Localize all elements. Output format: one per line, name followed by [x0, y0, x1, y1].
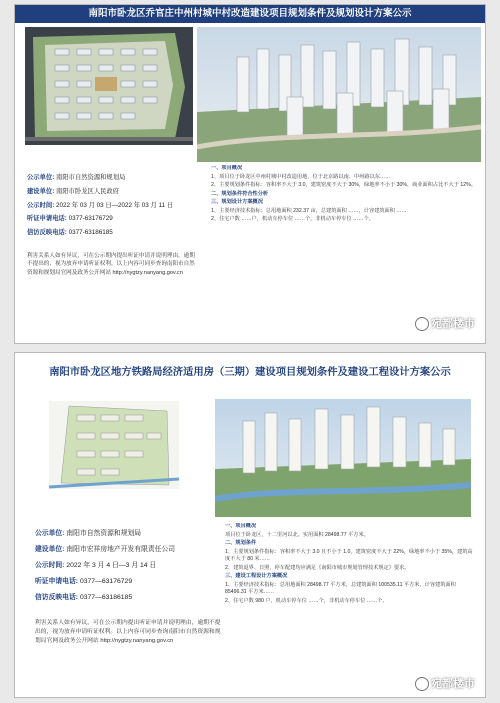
board2-letter-phone-label: 信访反映电话: — [35, 593, 79, 601]
board1-letter-phone-label: 信访反映电话: — [27, 229, 67, 236]
board2-publicity-unit: 南阳市自然资源和规划局 — [66, 530, 142, 537]
board1-param-line: 2、住宅户数 ……户，机动车停车位 ……个，非机动车停车位 ……个。 — [211, 216, 374, 223]
watermark-text: 宛都楼市 — [431, 318, 475, 330]
board2-builder-label: 建设单位: — [35, 545, 65, 553]
board2-param-line: 一、项目概况 — [225, 523, 257, 529]
wechat-logo-icon — [415, 677, 429, 691]
board2-info-block — [35, 529, 225, 645]
board2-letter-phone: 0377—63186185 — [79, 593, 133, 601]
board2-hearing-phone-label: 听证申请电话: — [35, 577, 79, 585]
board1-builder-label: 建设单位: — [27, 187, 55, 195]
board2-param-line: 项目位于卧龙区，十二里河以北。实用面积 28498.77 平方米。 — [225, 531, 369, 538]
board1-param-line: 三、规划设计方案概况 — [211, 199, 263, 206]
wechat-logo-icon — [415, 317, 429, 331]
board2-site-plan — [49, 401, 179, 489]
board2-watermark — [415, 675, 475, 691]
board1-letter-phone: 0377-63186185 — [68, 229, 113, 236]
board2-param-line: 三、建设工程设计方案概况 — [225, 573, 288, 580]
board2-period-label: 公示时间: — [35, 561, 65, 569]
notice-board-1 — [14, 4, 486, 344]
board1-period-label: 公示时间: — [27, 201, 55, 209]
board2-param-line: 2、建筑退界、日照、停车配建均应满足《南阳市城市规划管理技术规定》要求。 — [225, 564, 410, 571]
board1-param-line: 1、主要经济技术指标：总用地面积 232.37 亩，总建筑面积 ……，计容建筑面积 …… — [211, 207, 407, 214]
board1-title: 南阳市卧龙区乔官庄中州村城中村改造建设项目规划条件及规划设计方案公示 — [15, 5, 485, 23]
board1-builder: 南阳市卧龙区人民政府 — [56, 187, 120, 195]
watermark-text: 宛都楼市 — [431, 678, 475, 690]
board2-title: 南阳市卧龙区地方铁路局经济适用房（三期）建设项目规划条件及建设工程设计方案公示 — [15, 353, 485, 393]
board1-watermark — [415, 315, 475, 331]
board2-param-line: 1、主要规划条件指标：容积率不大于 3.0 且不小于 1.0，建筑密度不大于 22%，绿地率不小于 35%，建筑高度不大于 80 米…… — [225, 548, 473, 563]
board1-period: 2022 年 03 月 03 日—2022 年 03 月 11 日 — [56, 201, 174, 209]
board1-param-line: 一、项目概况 — [211, 165, 243, 171]
board2-period: 2022 年 3 月 4 日—3 月 14 日 — [66, 561, 157, 569]
board1-param-line: 2、主要规划条件指标：容积率不大于 3.0，建筑密度不大于 30%，绿地率不小于 30%，商业面积占比不大于 12%。 — [211, 182, 476, 189]
board2-hearing-phone: 0377—63176729 — [79, 577, 133, 585]
board1-publicity-unit: 南阳市自然资源和规划局 — [56, 174, 126, 181]
board1-hearing-phone: 0377-63176729 — [68, 215, 113, 223]
board2-param-line: 1、主要经济技术指标：总用地面积 28498.77 平方米，总建筑面积 100535.11 平方米，计容建筑面积 85496.31 平方米…… — [225, 581, 456, 596]
board2-params — [225, 523, 475, 689]
board2-builder: 南阳市宏祥房地产开发有限责任公司 — [66, 545, 176, 553]
board2-param-line: 二、规划条件 — [225, 540, 257, 547]
notice-board-2 — [14, 352, 486, 698]
board2-aerial-rendering — [215, 399, 471, 517]
board1-publicity-unit-label: 公示单位: — [27, 174, 55, 181]
board1-param-line: 二、规划条件符合性分析 — [211, 190, 269, 197]
board1-site-plan — [25, 27, 193, 145]
board2-publicity-unit-label: 公示单位: — [35, 530, 65, 537]
board1-aerial-rendering — [197, 27, 481, 162]
board1-hearing-phone-label: 听证申请电话: — [27, 215, 67, 223]
board1-info-block — [27, 173, 197, 277]
board2-note: 利害关系人如有异议，可在公示期内提出听证申请并说明理由，逾期不提出的，视为放弃申请听证权利。以上内容可同步查询南阳市自然资源和规划局官网及政务公开网站 http://nygtzy.nanyang.gov.cn — [35, 620, 221, 644]
board1-note: 利害关系人如有异议，可在公示期内提出听证申请并说明理由，逾期不提出的，视为放弃申请听证权利。以上内容可同步查询南阳市自然资源和规划局官网及政务公开网站 http://nygtzy.nanyang.gov.cn — [27, 252, 195, 276]
board1-param-line: 1、项目位于卧龙区中州村城中村改造用地，位于北京路以南、中州路以东…… — [211, 173, 391, 180]
board1-params — [211, 165, 481, 337]
board2-param-line: 2、住宅户数 980 户，机动车停车位 ……个，非机动车停车位 ……个。 — [225, 597, 388, 604]
